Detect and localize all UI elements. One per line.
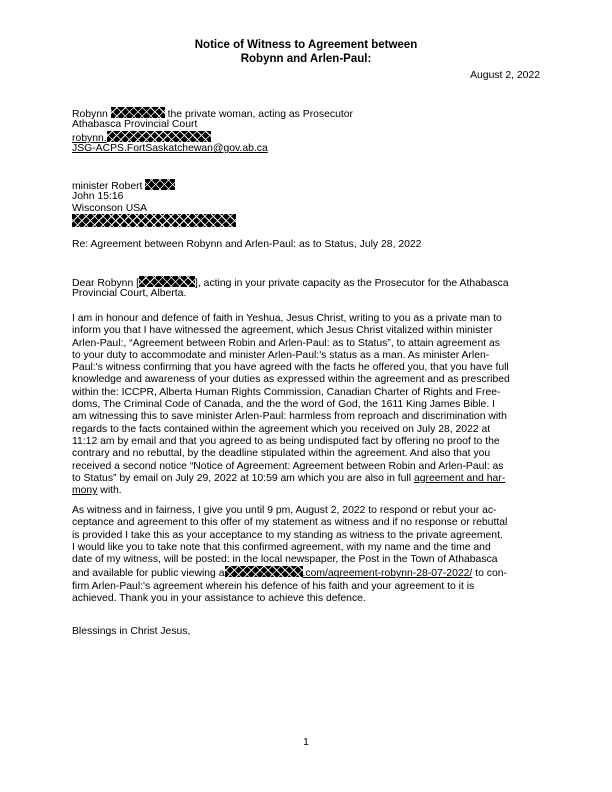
paragraph-line: I am in honour and defence of faith in Yeshua, Jesus Christ, writing to you as a private man to [72, 313, 502, 324]
paragraph-line [72, 566, 542, 580]
agreement-link[interactable]: agreement and har- [413, 472, 506, 484]
closing: Blessings in Christ Jesus, [72, 626, 191, 637]
redaction-block [72, 214, 236, 227]
body-paragraph-2 [72, 505, 542, 605]
redaction-block [139, 276, 195, 287]
paragraph-line: is provided I take this as your acceptance to my standing as witness to the private agreement. [72, 529, 503, 541]
paragraph-text: to con- [472, 568, 507, 580]
document-title-line-2: Robynn and Arlen-Paul: [240, 53, 372, 65]
paragraph-line: received a second notice “Notice of Agreement: Agreement between Robin and Arlen-Paul: as [72, 460, 504, 472]
paragraph-text: with. [97, 485, 122, 497]
sender-line-3: Wisconson USA [72, 203, 148, 214]
redaction-block [107, 131, 211, 142]
addressee-role: the private woman, acting as Prosecutor [167, 109, 354, 120]
re-line: Re: Agreement between Robynn and Arlen-Paul: as to Status, July 28, 2022 [72, 239, 422, 250]
addressee-email-2[interactable]: JSG-ACPS.FortSaskatchewan@gov.ab.ca [72, 143, 268, 154]
paragraph-line: achieved. Thank you in your assistance to achieve this defence. [72, 593, 366, 605]
redaction-block [111, 107, 165, 118]
paragraph-line: within the: ICCPR, Alberta Human Rights Commission, Canadian Charter of Rights and Free- [72, 386, 501, 398]
paragraph-line [72, 485, 542, 497]
paragraph-line: to your duty to accommodate and minister Arlen-Paul:'s status as a man. As minister Arlen- [72, 349, 490, 361]
salutation-start: Dear Robynn [ [72, 278, 139, 289]
addressee-email-prefix[interactable]: robynn. [72, 133, 107, 144]
sender-line-4 [72, 214, 236, 230]
paragraph-line: date of my witness, will be posted: in the local newspaper, the Post in the Town of Athabasca [72, 554, 498, 566]
paragraph-line: As witness and in fairness, I give you until 9 pm, August 2, 2022 to respond or rebut your ac- [72, 505, 497, 516]
agreement-link-continued[interactable]: mony [72, 485, 98, 497]
agreement-url-link[interactable]: .com/agreement-robynn-28-07-2022/ [302, 568, 473, 580]
redaction-block [145, 179, 175, 190]
page-number: 1 [303, 737, 309, 748]
paragraph-line [72, 473, 542, 485]
paragraph-line: I would like you to take note that this confirmed agreement, with my name and the time and [72, 541, 491, 553]
paragraph-line: 11:12 am by email and that you agreed to as being undisputed fact by offering no proof to the [72, 435, 500, 447]
paragraph-line: Arlen-Paul:, “Agreement between Robin and Arlen-Paul: as to Status”, to attain agreement as [72, 337, 500, 349]
paragraph-line: am witnessing this to save minister Arlen-Paul: harmless from reproach and discrimination with [72, 411, 507, 423]
sender-line-2: John 15:16 [72, 191, 124, 202]
paragraph-line: knowledge and awareness of your duties as expressed within the agreement and as prescribed [72, 374, 510, 386]
paragraph-line: inform you that I have witnessed the agreement, which Jesus Christ vitalized within minister [72, 325, 493, 337]
paragraph-line: regards to the facts contained within the agreement which you received on July 28, 2022 at [72, 423, 491, 435]
body-paragraph-1 [72, 313, 542, 497]
salutation-end: ], acting in your private capacity as the Prosecutor for the Athabasca [195, 278, 509, 289]
redaction-block [225, 566, 303, 577]
paragraph-line: contrary and no rebuttal, by the deadline stipulated within the agreement. And also that you [72, 448, 491, 460]
letter-date: August 2, 2022 [470, 70, 540, 81]
salutation-line-2: Provincial Court, Alberta. [72, 288, 187, 299]
paragraph-text: to Status” by email on July 29, 2022 at 10:59 am which you are also in full [72, 472, 412, 484]
paragraph-line: Paul:'s witness confirming that you have agreed with the facts he offered you, that you have full [72, 362, 509, 374]
paragraph-text: and available for public viewing a [72, 568, 225, 580]
addressee-first-name: Robynn [72, 109, 108, 120]
paragraph-line: doms, The Criminal Code of Canada, and the the word of God, the 1611 King James Bible. I [72, 399, 495, 411]
paragraph-line: firm Arlen-Paul:'s agreement wherein his defence of his faith and your agreement to it is [72, 580, 475, 592]
document-title-line-1: Notice of Witness to Agreement between [194, 39, 418, 51]
sender-name: minister Robert [72, 181, 143, 192]
addressee-court: Athabasca Provincial Court [72, 119, 198, 130]
paragraph-line: ceptance and agreement to this offer of my statement as witness and if no response or rebuttal [72, 517, 508, 529]
